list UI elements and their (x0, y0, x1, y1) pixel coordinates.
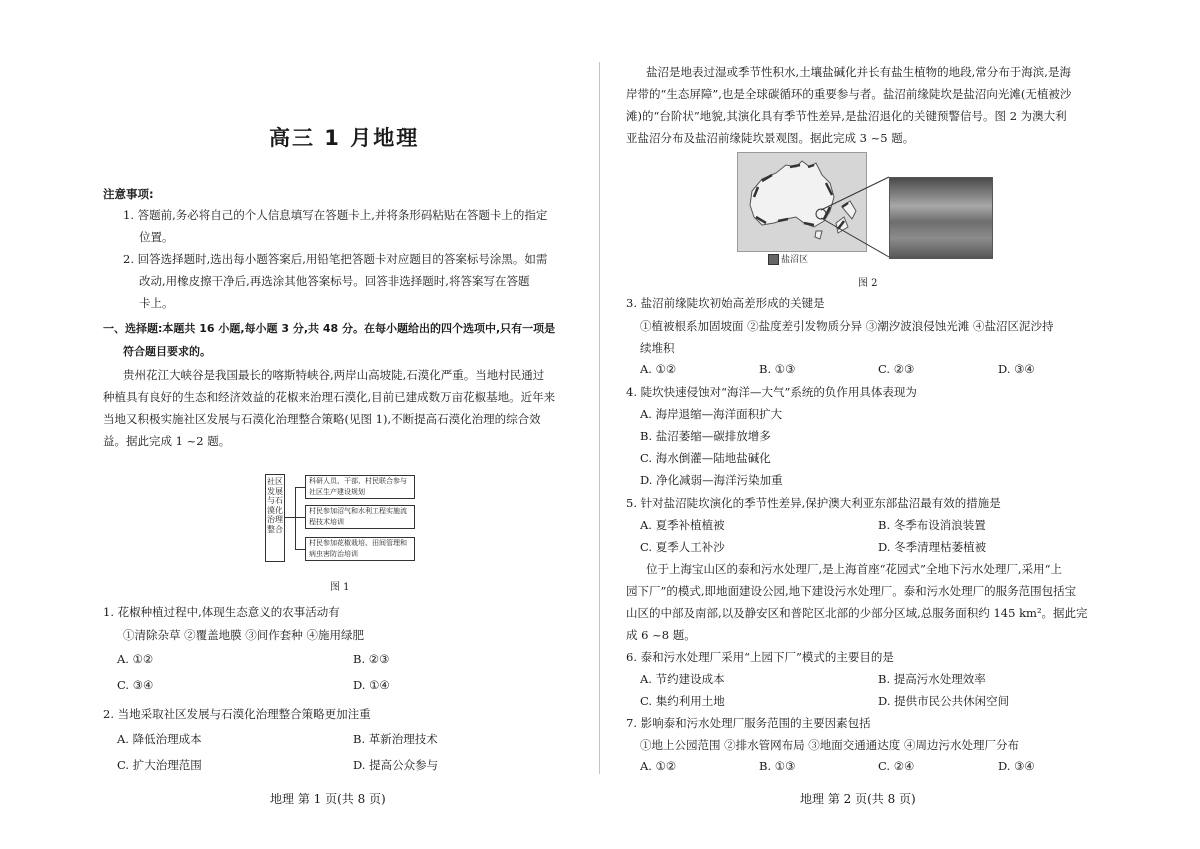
q4-option-a[interactable]: A. 海岸退缩—海洋面积扩大 (640, 407, 783, 421)
page-footer: 地理 第 2 页(共 8 页) (800, 792, 916, 806)
page-footer: 地理 第 1 页(共 8 页) (270, 792, 386, 806)
q7-option-d[interactable]: D. ③④ (998, 759, 1035, 773)
q6-option-c[interactable]: C. 集约利用土地 (640, 694, 725, 708)
q3-option-b[interactable]: B. ①③ (759, 362, 796, 376)
exam-title: 高三 1 月地理 (269, 126, 420, 150)
q5-option-d[interactable]: D. 冬季清理枯萎植被 (878, 540, 987, 554)
figure-2 (737, 152, 997, 277)
q5-option-c[interactable]: C. 夏季人工补沙 (640, 540, 725, 554)
figure-2-caption: 图 2 (858, 278, 878, 289)
legend-label: 盐沼区 (781, 255, 809, 265)
q4-option-b[interactable]: B. 盐沼萎缩—碳排放增多 (640, 429, 771, 443)
q7-option-c[interactable]: C. ②④ (878, 759, 915, 773)
strategy-item-box: 村民参加沼气和水利工程实施流程技术培训 (305, 505, 415, 529)
q7-stem: 7. 影响泰和污水处理厂服务范围的主要因素包括 (626, 716, 871, 730)
q6-stem: 6. 泰和污水处理厂采用“上园下厂”模式的主要目的是 (626, 650, 894, 664)
passage-line: 滩)的“台阶状”地貌,其演化具有季节性差异,是盐沼退化的关键预警信号。图 2 为澳大利 (626, 109, 1067, 123)
q2-option-c[interactable]: C. 扩大治理范围 (117, 758, 202, 772)
figure-1-caption: 图 1 (330, 582, 350, 593)
q5-option-b[interactable]: B. 冬季布设消浪装置 (878, 518, 986, 532)
passage-line: 益。据此完成 1 ~2 题。 (103, 434, 231, 448)
q7-items: ①地上公园范围 ②排水管网布局 ③地面交通通达度 ④周边污水处理厂分布 (640, 738, 1019, 752)
page-divider (599, 62, 600, 774)
q4-option-c[interactable]: C. 海水倒灌—陆地盐碱化 (640, 451, 771, 465)
notes-heading: 注意事项: (103, 187, 154, 201)
strategy-item-box: 科研人员、干部、村民联合参与社区生产建设规划 (305, 475, 415, 499)
passage-line: 亚盐沼分布及盐沼前缘陡坎景观图。据此完成 3 ~5 题。 (626, 131, 915, 145)
q7-option-a[interactable]: A. ①② (640, 759, 677, 773)
passage-line: 山区的中部及南部,以及静安区和普陀区北部的少部分区域,总服务面积约 145 km²。据此完 (626, 606, 1088, 620)
note-line: 1. 答题前,务必将自己的个人信息填写在答题卡上,并将条形码粘贴在答题卡上的指定 (123, 208, 548, 222)
q2-option-d[interactable]: D. 提高公众参与 (353, 758, 439, 772)
connector-line (285, 517, 295, 518)
q3-items-cont: 续堆积 (640, 341, 675, 355)
q1-option-c[interactable]: C. ③④ (117, 678, 154, 692)
passage-line: 种植具有良好的生态和经济效益的花椒来治理石漠化,目前已建成数万亩花椒基地。近年来 (103, 390, 556, 404)
q4-stem: 4. 陡坎快速侵蚀对“海洋—大气”系统的负作用具体表现为 (626, 385, 917, 399)
note-line: 卡上。 (139, 296, 174, 310)
q1-option-a[interactable]: A. ①② (117, 652, 154, 666)
q3-stem: 3. 盐沼前缘陡坎初始高差形成的关键是 (626, 296, 825, 310)
q1-option-d[interactable]: D. ①④ (353, 678, 390, 692)
connector-line (295, 517, 305, 518)
section-heading: 一、选择题:本题共 16 小题,每小题 3 分,共 48 分。在每小题给出的四个选项中,只有一项是 (103, 322, 556, 335)
q4-option-d[interactable]: D. 净化减弱—海洋污染加重 (640, 473, 783, 487)
q5-stem: 5. 针对盐沼陡坎演化的季节性差异,保护澳大利亚东部盐沼最有效的措施是 (626, 496, 1001, 510)
q1-option-b[interactable]: B. ②③ (353, 652, 390, 666)
q1-stem: 1. 花椒种植过程中,体现生态意义的农事活动有 (103, 605, 340, 619)
section-heading-cont: 符合题目要求的。 (123, 345, 211, 358)
passage-line: 成 6 ~8 题。 (626, 628, 696, 642)
strategy-item-box: 村民参加花椒栽培、田间管理和病虫害防治培训 (305, 537, 415, 561)
q2-stem: 2. 当地采取社区发展与石漠化治理整合策略更加注重 (103, 707, 371, 721)
strategy-box: 社区发展与石漠化治理整合 (265, 474, 285, 562)
connector-line (295, 487, 296, 549)
figure-1-diagram (265, 474, 425, 564)
salt-marsh-scarp-photo (889, 177, 993, 259)
note-line: 位置。 (139, 230, 174, 244)
connector-line (295, 487, 305, 488)
q7-option-b[interactable]: B. ①③ (759, 759, 796, 773)
salt-marsh-legend-icon (768, 254, 779, 265)
q3-items: ①植被根系加固坡面 ②盐度差引发物质分异 ③潮汐波浪侵蚀光滩 ④盐沼区泥沙持 (640, 319, 1054, 333)
passage-line: 园下厂”的模式,即地面建设公园,地下建设污水处理厂。泰和污水处理厂的服务范围包括宝 (626, 584, 1077, 598)
q3-option-c[interactable]: C. ②③ (878, 362, 915, 376)
q2-option-b[interactable]: B. 革新治理技术 (353, 732, 438, 746)
q6-option-d[interactable]: D. 提供市民公共休闲空间 (878, 694, 1010, 708)
passage-line: 贵州花江大峡谷是我国最长的喀斯特峡谷,两岸山高坡陡,石漠化严重。当地村民通过 (123, 368, 545, 382)
q1-items: ①清除杂草 ②覆盖地膜 ③间作套种 ④施用绿肥 (123, 628, 364, 642)
q5-option-a[interactable]: A. 夏季补植植被 (640, 518, 725, 532)
passage-line: 位于上海宝山区的泰和污水处理厂,是上海首座“花园式”全地下污水处理厂,采用“上 (646, 562, 1062, 576)
passage-line: 盐沼是地表过湿或季节性积水,土壤盐碱化并长有盐生植物的地段,常分布于海滨,是海 (646, 65, 1071, 79)
q3-option-a[interactable]: A. ①② (640, 362, 677, 376)
note-line: 2. 回答选择题时,选出每小题答案后,用铅笔把答题卡对应题目的答案标号涂黑。如需 (123, 252, 548, 266)
note-line: 改动,用橡皮擦干净后,再选涂其他答案标号。回答非选择题时,将答案写在答题 (139, 274, 530, 288)
connector-line (295, 549, 305, 550)
passage-line: 当地又积极实施社区发展与石漠化治理整合策略(见图 1),不断提高石漠化治理的综合效 (103, 412, 541, 426)
q3-option-d[interactable]: D. ③④ (998, 362, 1035, 376)
q6-option-a[interactable]: A. 节约建设成本 (640, 672, 725, 686)
q6-option-b[interactable]: B. 提高污水处理效率 (878, 672, 986, 686)
q2-option-a[interactable]: A. 降低治理成本 (117, 732, 202, 746)
passage-line: 岸带的“生态屏障”,也是全球碳循环的重要参与者。盐沼前缘陡坎是盐沼向光滩(无植被沙 (626, 87, 1072, 101)
